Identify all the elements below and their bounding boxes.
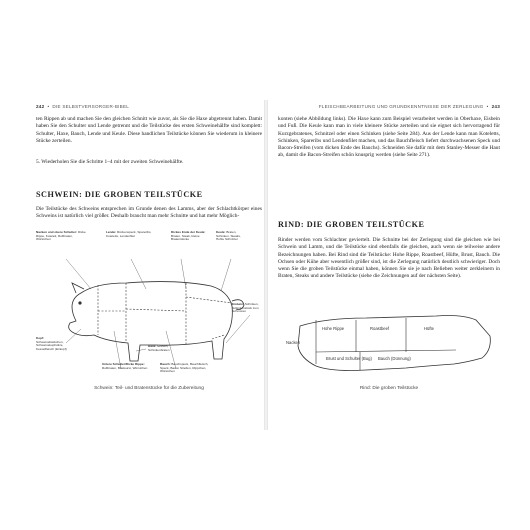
pig-section-text: Die Teilstücke des Schweins entsprechen im Grunde denen des Lamms, aber der Schlachtkörper eines Schweins ist natürlich viel größer. Deshalb braucht man mehr Schnitte und hat mehr Möglich- — [36, 206, 262, 220]
beef-section-heading: RIND: DIE GROBEN TEILSTÜCKE — [278, 220, 425, 229]
beef-label-hohe-rippe: Hohe Rippe — [322, 326, 345, 331]
beef-label-huefte: Hüfte — [424, 326, 435, 331]
pig-figure — [36, 231, 262, 381]
pig-section-heading: SCHWEIN: DIE GROBEN TEILSTÜCKE — [36, 190, 203, 199]
label-untere-schulter: Untere Schulter/Dicke Rippe: Rollbraten, Bratwurst, Würstchen — [102, 362, 148, 370]
label-keule: Keule: Braten, Schinken, Steaks, Hohle Schnitzel — [216, 230, 241, 242]
label-dickes-ende: Dickes Ende der Keule: Braten, Steak, kleine Bratenstücke — [171, 230, 206, 242]
pig-diagram-icon — [36, 231, 262, 381]
right-page-number: 243 — [491, 104, 500, 109]
running-head-right — [319, 104, 500, 109]
bullet-separator: • — [485, 104, 491, 109]
beef-label-nacken: Nacken — [286, 340, 301, 345]
left-running-title: DIE SELBSTVERSORGER-BIBEL — [52, 104, 130, 109]
running-head-left — [36, 104, 129, 109]
label-lende: Lende: Rückenspeck, Spareribs, Koteletts, Lendenfilet — [106, 230, 152, 238]
right-running-title: FLEISCHBEARBEITUNG UND GRUNDKENNTNISSE DER ZERLEGUNG — [318, 104, 484, 109]
label-haxe: Haxe: Eisbein, Schinkenbraten — [148, 344, 170, 352]
beef-label-roastbeef: Roastbeef — [370, 326, 390, 331]
label-kopf: Kopf: Schweinebäckchen, Schweinekopfsülze, Kesselfleisch (Eintopf) — [36, 336, 67, 351]
step-5-text: 5. Wiederholen Sie die Schritte 1–4 mit der zweiten Schweinehälfte. — [36, 159, 184, 165]
label-bauch: Bauch: Bauchspeck, Bauchfleisch, Speck, Bacon Streifen, Rippchen, Würstchen — [160, 362, 209, 374]
left-intro-text: ten Rippen ab und machen Sie den gleichen Schnitt wie zuvor, als Sie die Haxe abgetrennt haben. Damit haben Sie den Schulter und Lende getrennt und die Teilstücke des ersten Schweinehälfte sind komplett: Schulter, Haxe, Bauch, Lende und Keule. Diese handlichen Teilstücke können Sie wiederum in kleinere Stücke zerteilen. — [36, 116, 262, 144]
label-nacken: Nacken und obere Schulter: Dicke Rippe, Kotelett, Rollbraten, Würstchen — [36, 230, 86, 242]
left-page-number: 242 — [36, 104, 45, 109]
beef-figure — [286, 306, 496, 382]
bullet-separator: • — [45, 104, 51, 109]
beef-section-text: Rinder werden vom Schlachter geviertelt. Die Schnitte bei der Zerlegung sind die gleichen wie bei Schwein und Lamm, und die Teilstücke sind ebenfalls die gleichen, auch wenn sie teilweise andere Bezeichnungen haben. Bei Rind sind die Teilstücke: Hohe Rippe, Roastbeef, Hüfte, Brust, Bauch. Die Ochsen oder Kühe aber wesentlich größer sind, ist die Zerlegung natürlich deutlich schwieriger. Doch wenn Sie die groben Teilstücke einmal haben, können Sie sie je nach Belieben weiter zerkleinern in Braten, Steaks und andere Teilstücke (siehe die Zeichnungen auf der nächsten Seite). — [278, 237, 500, 280]
label-eisbein: Eisbein: Schinken, Schinkenstück zum Schmoren — [232, 302, 259, 314]
beef-figure-caption: Rind: Die groben Teilstücke — [359, 386, 419, 391]
beef-labels-layer — [286, 306, 496, 382]
pig-figure-caption: Schwein: Teil- und Bratenstücke für die Zubereitung — [94, 386, 204, 391]
beef-label-brust: Brust und Schulter (Bug) — [326, 356, 372, 361]
right-intro-text: konten (siehe Abbildung links). Die Haxe kann zum Beispiel verarbeitet werden in Oberhaxe, Eisbein und Fuß. Die Keule kann man in viele kleinere Stücke zerteilen und sie eignet sich hervorragend für Kurzgebratenes, Schnitzel oder einen Schinken (siehe Seite 284). Aus der Lende kann man Koteletts, Schinken, Spareribs und Lendenfilet machen, und das Bauchfleisch liefert durchwachsenen Speck und Bacon-Streifen (vom dicken Ende des Bauchs). Schneiden Sie dafür mit dem Stanley-Messer die Haut ab, damit die Bacon-Streifen schön knusprig werden (siehe Seite 271). — [278, 116, 500, 159]
beef-label-bauch: Bauch (Dünnung) — [378, 356, 411, 361]
